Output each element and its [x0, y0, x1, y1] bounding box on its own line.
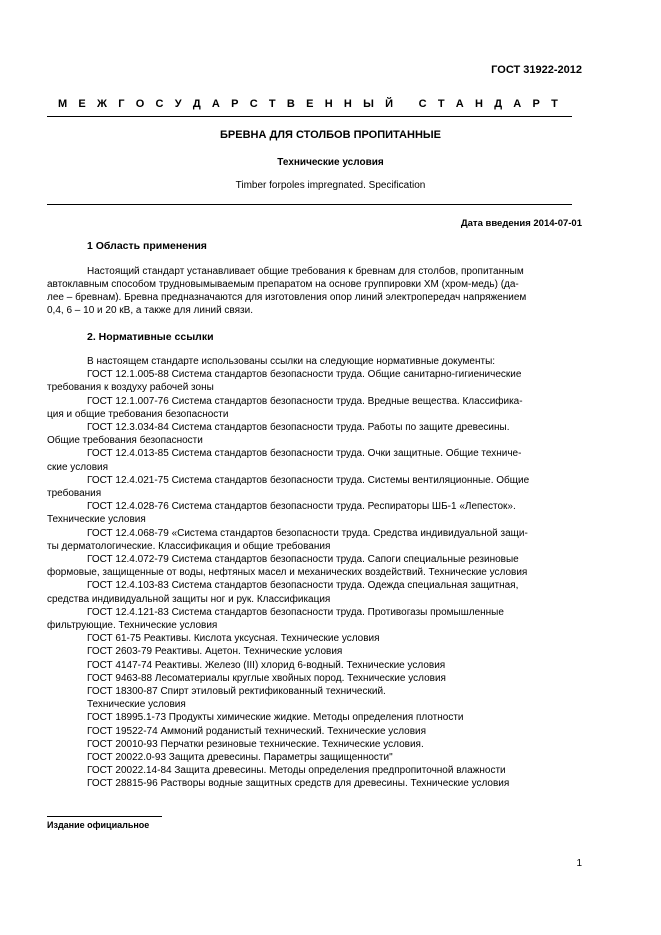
official-edition-label: Издание официальное — [47, 820, 150, 830]
standard-title-letter: Г — [118, 98, 125, 110]
english-title: Timber forpoles impregnated. Specification — [235, 180, 426, 191]
standard-title-letter: У — [174, 98, 182, 110]
standard-title-letter: С — [249, 98, 258, 110]
standard-title-letter: С — [155, 98, 164, 110]
standard-title-letter: Р — [231, 98, 239, 110]
reference-line: Технические условия — [47, 514, 146, 526]
standard-title-letter: Н — [324, 98, 333, 110]
document-code: ГОСТ 31922-2012 — [491, 64, 582, 76]
reference-line: средства индивидуальной защиты ног и рук. Классификация — [47, 593, 331, 605]
standard-title-letter: Т — [437, 98, 445, 110]
standard-title-letter: С — [418, 98, 427, 110]
standard-title-letter: А — [455, 98, 464, 110]
paragraph-line: автоклавным способом трудновымываемым препаратом на основе группировки ХМ (хром-медь) (да- — [47, 279, 519, 290]
reference-line: ГОСТ 12.4.068-79 «Система стандартов безопасности труда. Средства индивидуальной защи- — [87, 527, 528, 539]
document-title: БРЕВНА ДЛЯ СТОЛБОВ ПРОПИТАННЫЕ — [220, 129, 441, 141]
section-1-heading: 1 Область применения — [87, 240, 207, 252]
top-rule — [47, 116, 572, 117]
standard-title-letter: Д — [192, 98, 201, 110]
introduction-date: Дата введения 2014-07-01 — [460, 218, 582, 229]
reference-line: ция и общие требования безопасности — [47, 408, 229, 420]
reference-line: ГОСТ 61-75 Реактивы. Кислота уксусная. Технические условия — [87, 633, 380, 645]
standard-title-letter: Т — [551, 98, 558, 110]
standard-title-letter: Д — [494, 98, 503, 110]
page-number: 1 — [576, 858, 582, 869]
standard-title-letter: М — [58, 98, 68, 110]
standard-title-letter: Т — [268, 98, 276, 110]
reference-line: Технические условия — [87, 699, 186, 711]
reference-line: ГОСТ 12.4.103-83 Система стандартов безопасности труда. Одежда специальная защитная, — [87, 580, 519, 592]
reference-line: ГОСТ 18995.1-73 Продукты химические жидкие. Методы определения плотности — [87, 712, 464, 724]
standard-type-heading — [58, 98, 558, 110]
paragraph-line: 0,4, 6 – 10 и 20 кВ, а также для линий связи. — [47, 305, 254, 316]
reference-line: ГОСТ 12.1.007-76 Система стандартов безопасности труда. Вредные вещества. Классифика- — [87, 395, 523, 407]
standard-title-letter: А — [211, 98, 220, 110]
reference-line: ГОСТ 28815-96 Растворы водные защитных средств для древесины. Технические условия — [87, 778, 510, 790]
paragraph-line: лее – бревнам). Бревна предназначаются для изготовления опор линий электропередач напряжением — [47, 292, 527, 303]
reference-line: ГОСТ 2603-79 Реактивы. Ацетон. Технические условия — [87, 646, 343, 658]
reference-line: ГОСТ 12.4.072-79 Система стандартов безопасности труда. Сапоги специальные резиновые — [87, 554, 519, 565]
standard-title-letter: Ж — [97, 98, 107, 110]
standard-title-letter: Е — [306, 98, 314, 110]
reference-line: ские условия — [47, 461, 109, 473]
reference-line: ГОСТ 4147-74 Реактивы. Железо (III) хлорид 6-водный. Технические условия — [87, 659, 446, 671]
standard-title-letter — [404, 98, 407, 110]
reference-line: ГОСТ 9463-88 Лесоматериалы круглые хвойных пород. Технические условия — [87, 672, 446, 684]
reference-line: ГОСТ 12.1.005-88 Система стандартов безопасности труда. Общие санитарно-гигиенические — [87, 369, 522, 381]
document-subtitle: Технические условия — [277, 157, 384, 168]
reference-line: ГОСТ 19522-74 Аммоний роданистый технический. Технические условия — [87, 725, 427, 737]
reference-line: фильтрующие. Технические условия — [47, 620, 218, 631]
standard-title-letter: А — [513, 98, 522, 110]
reference-line: ГОСТ 20022.0-93 Защита древесины. Параметры защищенности" — [87, 752, 393, 763]
paragraph-line: Настоящий стандарт устанавливает общие требования к бревнам для столбов, пропитанным — [87, 266, 524, 277]
reference-line: ты дерматологические. Классификация и общие требования — [47, 540, 331, 552]
section-2-heading: 2. Нормативные ссылки — [87, 331, 214, 343]
reference-line: Общие требования безопасности — [47, 435, 203, 447]
reference-line: ГОСТ 12.4.121-83 Система стандартов безопасности труда. Противогазы промышленные — [87, 606, 504, 618]
reference-line: ГОСТ 20022.14-84 Защита древесины. Методы определения предпропиточной влажности — [87, 765, 506, 777]
reference-line: формовые, защищенные от воды, нефтяных масел и механических воздействий. Технические условия — [47, 567, 528, 579]
standard-title-letter: Е — [78, 98, 86, 110]
reference-line: В настоящем стандарте использованы ссылки на следующие нормативные документы: — [87, 356, 496, 367]
standard-title-letter: Ы — [363, 98, 374, 110]
reference-line: ГОСТ 12.4.021-75 Система стандартов безопасности труда. Системы вентиляционные. Общие — [87, 474, 530, 486]
reference-line: требования к воздуху рабочей зоны — [47, 382, 214, 394]
standard-title-letter: В — [286, 98, 295, 110]
reference-line: ГОСТ 18300-87 Спирт этиловый ректификованный технический. — [87, 686, 386, 697]
reference-line: ГОСТ 12.3.034-84 Система стандартов безопасности труда. Работы по защите древесины. — [87, 422, 510, 433]
title-bottom-rule — [47, 204, 572, 205]
standard-title-letter: Й — [385, 98, 394, 110]
standard-title-letter: Н — [475, 98, 483, 110]
footer-rule — [47, 816, 162, 817]
standard-title-letter: Н — [343, 98, 352, 110]
reference-line: требования — [47, 488, 102, 499]
reference-line: ГОСТ 12.4.013-85 Система стандартов безопасности труда. Очки защитные. Общие техниче- — [87, 448, 522, 460]
reference-line: ГОСТ 12.4.028-76 Система стандартов безопасности труда. Респираторы ШБ-1 «Лепесток». — [87, 501, 516, 513]
reference-line: ГОСТ 20010-93 Перчатки резиновые технические. Технические условия. — [87, 738, 424, 750]
standard-title-letter: О — [135, 98, 145, 110]
standard-title-letter: Р — [532, 98, 540, 110]
